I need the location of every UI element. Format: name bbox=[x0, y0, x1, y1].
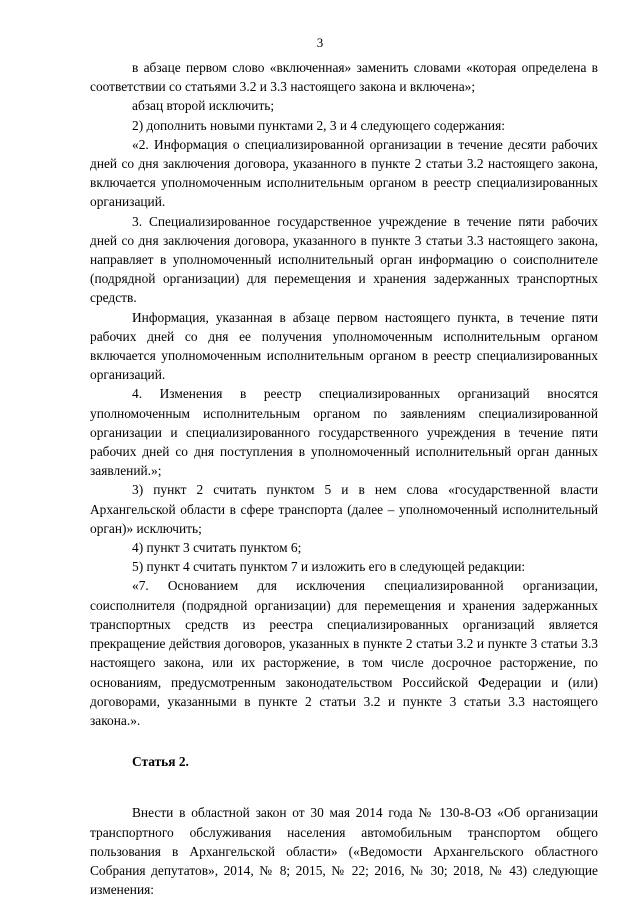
paragraph: 4. Изменения в реестр специализированных организаций вносятся уполномоченным исполнительным органом по заявлениям специализированной организации и специализированного государственного учреждения в течение пяти рабочих дней со дня поступления в уполномоченный исполнительный орган данных заявлений.»; bbox=[90, 386, 598, 479]
paragraph: в абзаце первом слово «включенная» заменить словами «которая определена в соответствии со статьями 3.2 и 3.3 настоящего закона и включена»; bbox=[90, 60, 598, 95]
paragraph: 2) дополнить новыми пунктами 2, 3 и 4 следующего содержания: bbox=[132, 117, 505, 133]
paragraph: «7. Основанием для исключения специализированной организации, соисполнителя (подрядной организации) для перемещения и хранения задержанных транспортных средств из реестра специализированных организаций является прекращение действия договоров, указанных в пункте 2 статьи 3.2 и пункте 3 статьи 3.3 настоящего закона, или их расторжение, в том числе досрочное расторжение, по основаниям, предусмотренным законодательством Российской Федерации и (или) договорами, указанными в пункте 2 статьи 3.2 и пункте 3 статьи 3.3 настоящего закона.». bbox=[90, 578, 598, 728]
paragraph: Информация, указанная в абзаце первом настоящего пункта, в течение пяти рабочих дней со дня ее получения уполномоченным исполнительным органом включается уполномоченным исполнительным органом в реестр специализированных организаций. bbox=[90, 309, 598, 383]
paragraph: 4) пункт 3 считать пунктом 6; bbox=[132, 540, 302, 556]
paragraph: 5) пункт 4 считать пунктом 7 и изложить его в следующей редакции: bbox=[132, 559, 526, 575]
paragraph: Внести в областной закон от 30 мая 2014 года № 130-8-ОЗ «Об организации транспортного обслуживания населения автомобильным транспортом общего пользования в Архангельской области» («Ведомости Архангельского областного Собрания депутатов», 2014, № 8; 2015, № 22; 2016, № 30; 2018, № 43) следующие изменения: bbox=[90, 805, 598, 898]
paragraph: «2. Информация о специализированной организации в течение десяти рабочих дней со дня заключения договора, указанного в пункте 2 статьи 3.2 настоящего закона, включается уполномоченным исполнительным органом в реестр специализированных организаций. bbox=[90, 136, 598, 210]
article-heading: Статья 2. bbox=[132, 754, 189, 770]
paragraph: 3) пункт 2 считать пунктом 5 и в нем слова «государственной власти Архангельской области в сфере транспорта (далее – уполномоченный исполнительный орган)» исключить; bbox=[90, 482, 598, 536]
paragraph: 3. Специализированное государственное учреждение в течение пяти рабочих дней со дня заключения договора, указанного в пункте 3 статьи 3.3 настоящего закона, направляет в уполномоченный исполнительный орган информацию о соисполнителе (подрядной организации) для перемещения и хранения задержанных транспортных средств. bbox=[90, 213, 598, 306]
paragraph: абзац второй исключить; bbox=[132, 98, 275, 114]
document-body bbox=[90, 58, 598, 899]
page-number: 3 bbox=[316, 35, 324, 50]
